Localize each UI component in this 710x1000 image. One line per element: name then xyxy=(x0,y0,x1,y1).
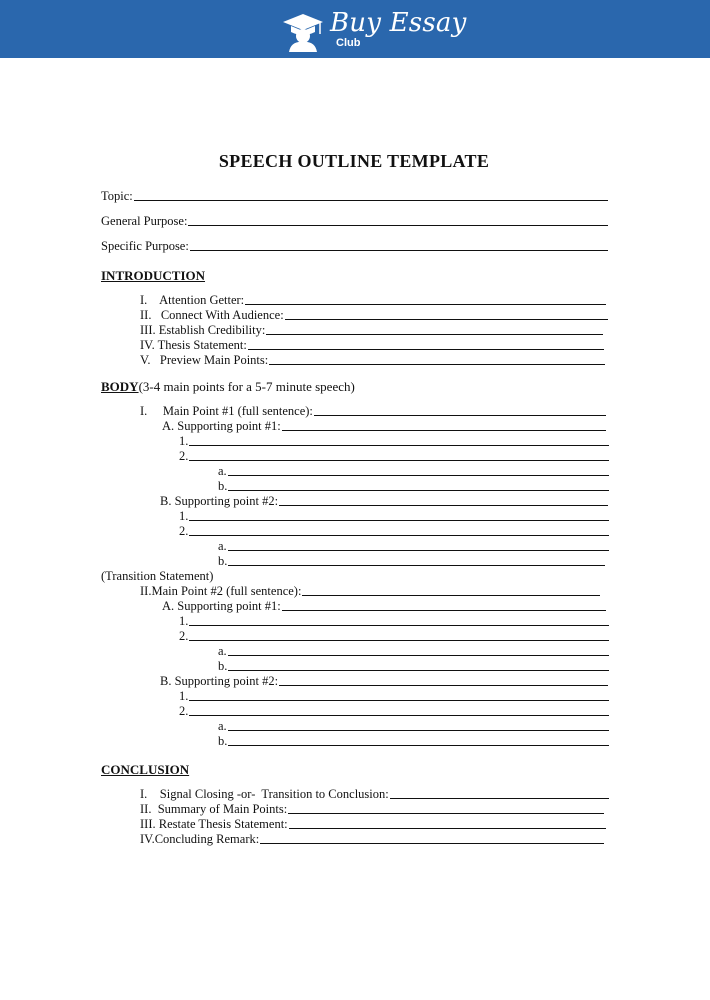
conclusion-item[interactable] xyxy=(140,787,609,802)
intro-item[interactable] xyxy=(140,293,606,308)
blank-line[interactable] xyxy=(228,565,605,566)
topic-field[interactable] xyxy=(101,189,608,204)
detail-point[interactable] xyxy=(218,539,609,554)
sub-point-label: 1. xyxy=(179,434,189,448)
general-purpose-field[interactable] xyxy=(101,214,608,229)
blank-line[interactable] xyxy=(245,304,606,305)
main-point-label: II.Main Point #2 (full sentence): xyxy=(140,584,302,598)
transition-statement: (Transition Statement) xyxy=(101,569,214,583)
sub-point-label: 2. xyxy=(179,524,189,538)
detail-point[interactable] xyxy=(218,644,609,659)
sub-point[interactable] xyxy=(179,704,609,719)
sub-point[interactable] xyxy=(179,509,609,524)
blank-line[interactable] xyxy=(134,200,608,201)
conclusion-item-label: IV.Concluding Remark: xyxy=(140,832,260,846)
brand-name: Buy Essay xyxy=(330,8,467,38)
blank-line[interactable] xyxy=(314,415,606,416)
blank-line[interactable] xyxy=(189,625,609,626)
blank-line[interactable] xyxy=(269,364,605,365)
blank-line[interactable] xyxy=(189,640,609,641)
supporting-point-label: A. Supporting point #1: xyxy=(162,599,281,613)
brand-sub: Club xyxy=(336,37,361,49)
detail-point-label: b. xyxy=(218,479,228,493)
blank-line[interactable] xyxy=(189,535,609,536)
blank-line[interactable] xyxy=(188,225,608,226)
sub-point-label: 2. xyxy=(179,704,189,718)
sub-point-label: 2. xyxy=(179,449,189,463)
blank-line[interactable] xyxy=(289,828,606,829)
conclusion-item[interactable] xyxy=(140,802,604,817)
detail-point-label: b. xyxy=(218,734,228,748)
blank-line[interactable] xyxy=(228,490,609,491)
supporting-point[interactable] xyxy=(160,494,608,509)
blank-line[interactable] xyxy=(390,798,609,799)
blank-line[interactable] xyxy=(279,505,608,506)
intro-item-label: II. Connect With Audience: xyxy=(140,308,284,322)
blank-line[interactable] xyxy=(228,670,609,671)
intro-item-label: III. Establish Credibility: xyxy=(140,323,266,337)
blank-line[interactable] xyxy=(282,610,606,611)
sub-point-label: 1. xyxy=(179,689,189,703)
intro-item[interactable] xyxy=(140,323,603,338)
blank-line[interactable] xyxy=(189,715,609,716)
blank-line[interactable] xyxy=(302,595,600,596)
sub-point[interactable] xyxy=(179,629,609,644)
blank-line[interactable] xyxy=(282,430,606,431)
blank-line[interactable] xyxy=(248,349,604,350)
sub-point-label: 2. xyxy=(179,629,189,643)
conclusion-item-label: III. Restate Thesis Statement: xyxy=(140,817,288,831)
detail-point-label: b. xyxy=(218,554,228,568)
brand-header-bar xyxy=(0,0,710,58)
brand-logo[interactable] xyxy=(279,6,467,52)
intro-item[interactable] xyxy=(140,353,605,368)
sub-point[interactable] xyxy=(179,449,609,464)
topic-label: Topic: xyxy=(101,189,133,203)
blank-line[interactable] xyxy=(228,655,609,656)
conclusion-item-label: I. Signal Closing -or- Transition to Conclusion: xyxy=(140,787,389,801)
document-title: SPEECH OUTLINE TEMPLATE xyxy=(218,151,490,171)
conclusion-item[interactable] xyxy=(140,817,606,832)
detail-point[interactable] xyxy=(218,659,609,674)
supporting-point[interactable] xyxy=(162,599,606,614)
detail-point[interactable] xyxy=(218,464,609,479)
blank-line[interactable] xyxy=(260,843,604,844)
conclusion-heading: CONCLUSION xyxy=(101,762,190,777)
detail-point[interactable] xyxy=(218,734,609,749)
intro-item-label: V. Preview Main Points: xyxy=(140,353,269,367)
specific-purpose-label: Specific Purpose: xyxy=(101,239,189,253)
detail-point-label: a. xyxy=(218,719,227,733)
supporting-point[interactable] xyxy=(162,419,606,434)
main-point-1[interactable] xyxy=(140,404,606,419)
introduction-heading: INTRODUCTION xyxy=(101,268,206,283)
supporting-point-label: B. Supporting point #2: xyxy=(160,494,279,508)
supporting-point-label: A. Supporting point #1: xyxy=(162,419,281,433)
sub-point[interactable] xyxy=(179,689,609,704)
blank-line[interactable] xyxy=(279,685,608,686)
blank-line[interactable] xyxy=(288,813,604,814)
supporting-point-label: B. Supporting point #2: xyxy=(160,674,279,688)
blank-line[interactable] xyxy=(228,550,609,551)
sub-point[interactable] xyxy=(179,614,609,629)
blank-line[interactable] xyxy=(266,334,603,335)
sub-point[interactable] xyxy=(179,434,609,449)
conclusion-item-label: II. Summary of Main Points: xyxy=(140,802,288,816)
detail-point[interactable] xyxy=(218,479,609,494)
sub-point-label: 1. xyxy=(179,614,189,628)
specific-purpose-field[interactable] xyxy=(101,239,608,254)
graduate-icon xyxy=(279,6,325,52)
blank-line[interactable] xyxy=(189,445,609,446)
detail-point-label: a. xyxy=(218,539,227,553)
blank-line[interactable] xyxy=(189,520,609,521)
body-heading: BODY xyxy=(101,379,139,394)
detail-point-label: a. xyxy=(218,644,227,658)
blank-line[interactable] xyxy=(190,250,608,251)
sub-point[interactable] xyxy=(179,524,609,539)
main-point-label: I. Main Point #1 (full sentence): xyxy=(140,404,313,418)
supporting-point[interactable] xyxy=(160,674,608,689)
blank-line[interactable] xyxy=(189,460,609,461)
sub-point-label: 1. xyxy=(179,509,189,523)
intro-item-label: I. Attention Getter: xyxy=(140,293,245,307)
general-purpose-label: General Purpose: xyxy=(101,214,188,228)
blank-line[interactable] xyxy=(228,730,609,731)
intro-item[interactable] xyxy=(140,338,604,353)
intro-item[interactable] xyxy=(140,308,608,323)
detail-point[interactable] xyxy=(218,554,605,569)
intro-item-label: IV. Thesis Statement: xyxy=(140,338,247,352)
body-heading-row xyxy=(101,379,355,394)
blank-line[interactable] xyxy=(285,319,608,320)
blank-line[interactable] xyxy=(228,475,609,476)
blank-line[interactable] xyxy=(228,745,609,746)
main-point-2[interactable] xyxy=(140,584,600,599)
detail-point[interactable] xyxy=(218,719,609,734)
conclusion-item[interactable] xyxy=(140,832,604,847)
blank-line[interactable] xyxy=(189,700,609,701)
body-note: (3-4 main points for a 5-7 minute speech) xyxy=(138,379,355,394)
detail-point-label: a. xyxy=(218,464,227,478)
detail-point-label: b. xyxy=(218,659,228,673)
